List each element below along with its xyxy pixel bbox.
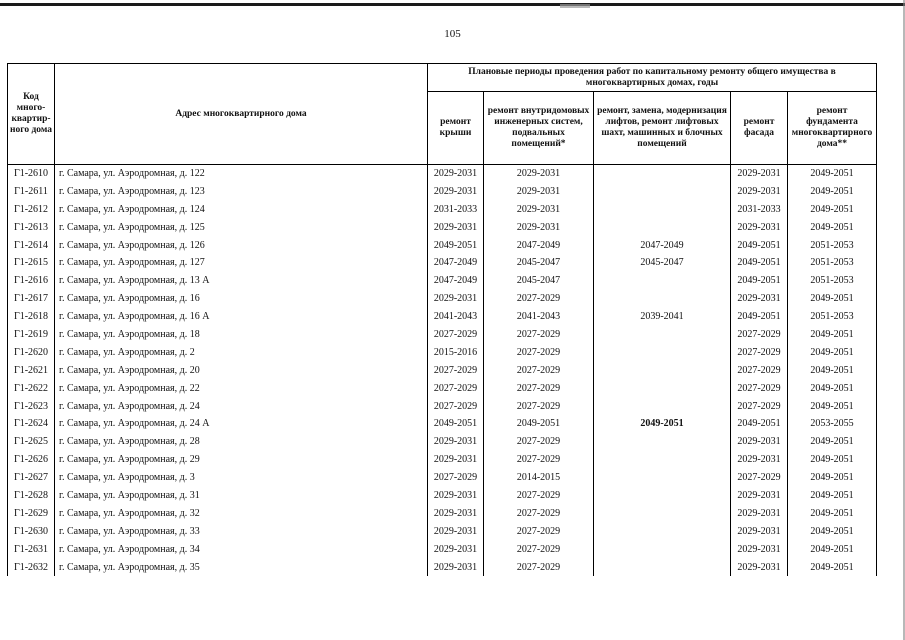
row-code: Г1-2616 (8, 272, 55, 290)
row-roof: 2029-2031 (428, 559, 484, 577)
row-systems: 2027-2029 (484, 559, 594, 577)
row-code: Г1-2614 (8, 237, 55, 255)
row-facade: 2049-2051 (731, 254, 788, 272)
row-address: г. Самара, ул. Аэродромная, д. 31 (55, 487, 428, 505)
row-roof: 2029-2031 (428, 487, 484, 505)
row-code: Г1-2617 (8, 290, 55, 308)
row-foundation: 2049-2051 (788, 290, 877, 308)
row-code: Г1-2621 (8, 362, 55, 380)
row-roof: 2049-2051 (428, 415, 484, 433)
row-systems: 2027-2029 (484, 505, 594, 523)
row-foundation: 2049-2051 (788, 433, 877, 451)
header-facade: ремонт фасада (731, 92, 788, 165)
row-lifts (594, 523, 731, 541)
row-lifts (594, 344, 731, 362)
table-row (8, 183, 877, 201)
table-row (8, 559, 877, 577)
row-code: Г1-2631 (8, 541, 55, 559)
row-address: г. Самара, ул. Аэродромная, д. 126 (55, 237, 428, 255)
row-lifts (594, 487, 731, 505)
row-foundation: 2049-2051 (788, 344, 877, 362)
row-code: Г1-2610 (8, 165, 55, 183)
row-facade: 2027-2029 (731, 398, 788, 416)
table-row (8, 308, 877, 326)
row-systems: 2029-2031 (484, 201, 594, 219)
table-row (8, 451, 877, 469)
table-row (8, 219, 877, 237)
row-facade: 2049-2051 (731, 415, 788, 433)
row-code: Г1-2619 (8, 326, 55, 344)
row-foundation: 2049-2051 (788, 362, 877, 380)
row-lifts (594, 326, 731, 344)
row-foundation: 2049-2051 (788, 505, 877, 523)
row-facade: 2029-2031 (731, 433, 788, 451)
row-address: г. Самара, ул. Аэродромная, д. 34 (55, 541, 428, 559)
row-lifts (594, 451, 731, 469)
table-row (8, 362, 877, 380)
row-address: г. Самара, ул. Аэродромная, д. 16 (55, 290, 428, 308)
row-systems: 2027-2029 (484, 433, 594, 451)
row-roof: 2029-2031 (428, 219, 484, 237)
row-lifts: 2045-2047 (594, 254, 731, 272)
row-lifts (594, 559, 731, 577)
row-address: г. Самара, ул. Аэродромная, д. 28 (55, 433, 428, 451)
row-facade: 2029-2031 (731, 183, 788, 201)
row-facade: 2029-2031 (731, 559, 788, 577)
row-systems: 2045-2047 (484, 272, 594, 290)
row-code: Г1-2627 (8, 469, 55, 487)
row-lifts: 2047-2049 (594, 237, 731, 255)
repair-schedule-table (7, 63, 877, 576)
row-facade: 2029-2031 (731, 219, 788, 237)
row-systems: 2047-2049 (484, 237, 594, 255)
row-systems: 2045-2047 (484, 254, 594, 272)
row-foundation: 2049-2051 (788, 380, 877, 398)
row-foundation: 2049-2051 (788, 398, 877, 416)
row-roof: 2031-2033 (428, 201, 484, 219)
table-header (8, 64, 877, 165)
row-roof: 2029-2031 (428, 433, 484, 451)
row-roof: 2047-2049 (428, 254, 484, 272)
row-code: Г1-2611 (8, 183, 55, 201)
row-address: г. Самара, ул. Аэродромная, д. 22 (55, 380, 428, 398)
row-lifts (594, 433, 731, 451)
row-systems: 2049-2051 (484, 415, 594, 433)
row-code: Г1-2622 (8, 380, 55, 398)
row-lifts (594, 380, 731, 398)
row-facade: 2029-2031 (731, 451, 788, 469)
table-row (8, 398, 877, 416)
row-facade: 2029-2031 (731, 541, 788, 559)
row-address: г. Самара, ул. Аэродромная, д. 123 (55, 183, 428, 201)
row-facade: 2049-2051 (731, 308, 788, 326)
row-code: Г1-2628 (8, 487, 55, 505)
row-foundation: 2053-2055 (788, 415, 877, 433)
row-foundation: 2049-2051 (788, 219, 877, 237)
row-foundation: 2049-2051 (788, 326, 877, 344)
row-lifts (594, 272, 731, 290)
row-address: г. Самара, ул. Аэродромная, д. 2 (55, 344, 428, 362)
table-row (8, 344, 877, 362)
table-row (8, 505, 877, 523)
header-address: Адрес многоквартирного дома (55, 64, 428, 165)
row-facade: 2027-2029 (731, 326, 788, 344)
row-lifts (594, 165, 731, 183)
row-roof: 2029-2031 (428, 165, 484, 183)
row-facade: 2027-2029 (731, 380, 788, 398)
row-facade: 2029-2031 (731, 505, 788, 523)
row-roof: 2041-2043 (428, 308, 484, 326)
row-lifts: 2039-2041 (594, 308, 731, 326)
row-address: г. Самара, ул. Аэродромная, д. 13 А (55, 272, 428, 290)
page-number: 105 (444, 28, 461, 40)
table-row (8, 523, 877, 541)
row-code: Г1-2630 (8, 523, 55, 541)
table-row (8, 272, 877, 290)
row-lifts (594, 362, 731, 380)
row-foundation: 2049-2051 (788, 523, 877, 541)
header-roof: ремонт крыши (428, 92, 484, 165)
row-lifts (594, 201, 731, 219)
row-lifts (594, 505, 731, 523)
row-facade: 2029-2031 (731, 290, 788, 308)
row-address: г. Самара, ул. Аэродромная, д. 24 А (55, 415, 428, 433)
row-systems: 2027-2029 (484, 487, 594, 505)
row-systems: 2027-2029 (484, 451, 594, 469)
row-foundation: 2049-2051 (788, 487, 877, 505)
row-address: г. Самара, ул. Аэродромная, д. 35 (55, 559, 428, 577)
table-row (8, 415, 877, 433)
row-address: г. Самара, ул. Аэродромная, д. 124 (55, 201, 428, 219)
header-foundation: ремонт фундамента многоквартирного дома** (788, 92, 877, 165)
row-foundation: 2051-2053 (788, 254, 877, 272)
table-row (8, 237, 877, 255)
row-lifts (594, 290, 731, 308)
header-code: Код много-квартир-ного дома (8, 64, 55, 165)
row-facade: 2027-2029 (731, 344, 788, 362)
row-roof: 2029-2031 (428, 523, 484, 541)
row-roof: 2049-2051 (428, 237, 484, 255)
table-row (8, 541, 877, 559)
row-address: г. Самара, ул. Аэродромная, д. 29 (55, 451, 428, 469)
row-facade: 2029-2031 (731, 523, 788, 541)
row-code: Г1-2626 (8, 451, 55, 469)
row-lifts: 2049-2051 (594, 415, 731, 433)
row-roof: 2029-2031 (428, 541, 484, 559)
row-code: Г1-2625 (8, 433, 55, 451)
table-row (8, 326, 877, 344)
row-roof: 2029-2031 (428, 290, 484, 308)
row-foundation: 2049-2051 (788, 451, 877, 469)
row-address: г. Самара, ул. Аэродромная, д. 16 А (55, 308, 428, 326)
row-roof: 2027-2029 (428, 398, 484, 416)
table-row (8, 201, 877, 219)
row-foundation: 2049-2051 (788, 559, 877, 577)
row-facade: 2027-2029 (731, 362, 788, 380)
header-systems: ремонт внутридомовых инженерных систем, подвальных помещений* (484, 92, 594, 165)
row-facade: 2031-2033 (731, 201, 788, 219)
row-code: Г1-2629 (8, 505, 55, 523)
header-lifts: ремонт, замена, модернизация лифтов, ремонт лифтовых шахт, машинных и блочных помещений (594, 92, 731, 165)
row-foundation: 2051-2053 (788, 237, 877, 255)
row-foundation: 2049-2051 (788, 183, 877, 201)
row-address: г. Самара, ул. Аэродромная, д. 125 (55, 219, 428, 237)
row-roof: 2027-2029 (428, 326, 484, 344)
row-roof: 2047-2049 (428, 272, 484, 290)
row-code: Г1-2618 (8, 308, 55, 326)
row-code: Г1-2624 (8, 415, 55, 433)
row-foundation: 2049-2051 (788, 201, 877, 219)
row-code: Г1-2615 (8, 254, 55, 272)
row-systems: 2027-2029 (484, 523, 594, 541)
row-facade: 2049-2051 (731, 237, 788, 255)
table-row (8, 380, 877, 398)
table-row (8, 165, 877, 183)
top-border-line (0, 3, 905, 6)
row-systems: 2027-2029 (484, 380, 594, 398)
row-address: г. Самара, ул. Аэродромная, д. 32 (55, 505, 428, 523)
row-roof: 2027-2029 (428, 469, 484, 487)
row-roof: 2027-2029 (428, 362, 484, 380)
table-body (8, 165, 877, 577)
row-roof: 2029-2031 (428, 505, 484, 523)
row-code: Г1-2613 (8, 219, 55, 237)
header-planned-periods: Плановые периоды проведения работ по капитальному ремонту общего имущества в многоквартирных домах, годы (428, 64, 877, 92)
row-address: г. Самара, ул. Аэродромная, д. 127 (55, 254, 428, 272)
row-lifts (594, 398, 731, 416)
row-lifts (594, 469, 731, 487)
row-address: г. Самара, ул. Аэродромная, д. 33 (55, 523, 428, 541)
row-systems: 2027-2029 (484, 290, 594, 308)
row-systems: 2041-2043 (484, 308, 594, 326)
row-code: Г1-2612 (8, 201, 55, 219)
scan-artifact (560, 4, 590, 8)
table-row (8, 433, 877, 451)
row-systems: 2027-2029 (484, 362, 594, 380)
row-systems: 2027-2029 (484, 398, 594, 416)
row-lifts (594, 541, 731, 559)
row-roof: 2027-2029 (428, 380, 484, 398)
row-foundation: 2051-2053 (788, 308, 877, 326)
row-roof: 2029-2031 (428, 183, 484, 201)
row-address: г. Самара, ул. Аэродромная, д. 122 (55, 165, 428, 183)
row-facade: 2027-2029 (731, 469, 788, 487)
row-roof: 2029-2031 (428, 451, 484, 469)
row-roof: 2015-2016 (428, 344, 484, 362)
row-lifts (594, 183, 731, 201)
table-row (8, 290, 877, 308)
row-address: г. Самара, ул. Аэродромная, д. 18 (55, 326, 428, 344)
table-row (8, 469, 877, 487)
row-code: Г1-2623 (8, 398, 55, 416)
row-systems: 2027-2029 (484, 541, 594, 559)
row-address: г. Самара, ул. Аэродромная, д. 24 (55, 398, 428, 416)
row-systems: 2029-2031 (484, 183, 594, 201)
row-foundation: 2049-2051 (788, 469, 877, 487)
row-facade: 2029-2031 (731, 165, 788, 183)
row-foundation: 2049-2051 (788, 541, 877, 559)
row-code: Г1-2632 (8, 559, 55, 577)
row-foundation: 2051-2053 (788, 272, 877, 290)
row-code: Г1-2620 (8, 344, 55, 362)
row-systems: 2029-2031 (484, 165, 594, 183)
row-systems: 2027-2029 (484, 344, 594, 362)
row-systems: 2014-2015 (484, 469, 594, 487)
row-facade: 2029-2031 (731, 487, 788, 505)
row-systems: 2029-2031 (484, 219, 594, 237)
row-address: г. Самара, ул. Аэродромная, д. 20 (55, 362, 428, 380)
table-row (8, 487, 877, 505)
row-systems: 2027-2029 (484, 326, 594, 344)
row-foundation: 2049-2051 (788, 165, 877, 183)
row-address: г. Самара, ул. Аэродромная, д. 3 (55, 469, 428, 487)
row-facade: 2049-2051 (731, 272, 788, 290)
table-row (8, 254, 877, 272)
row-lifts (594, 219, 731, 237)
